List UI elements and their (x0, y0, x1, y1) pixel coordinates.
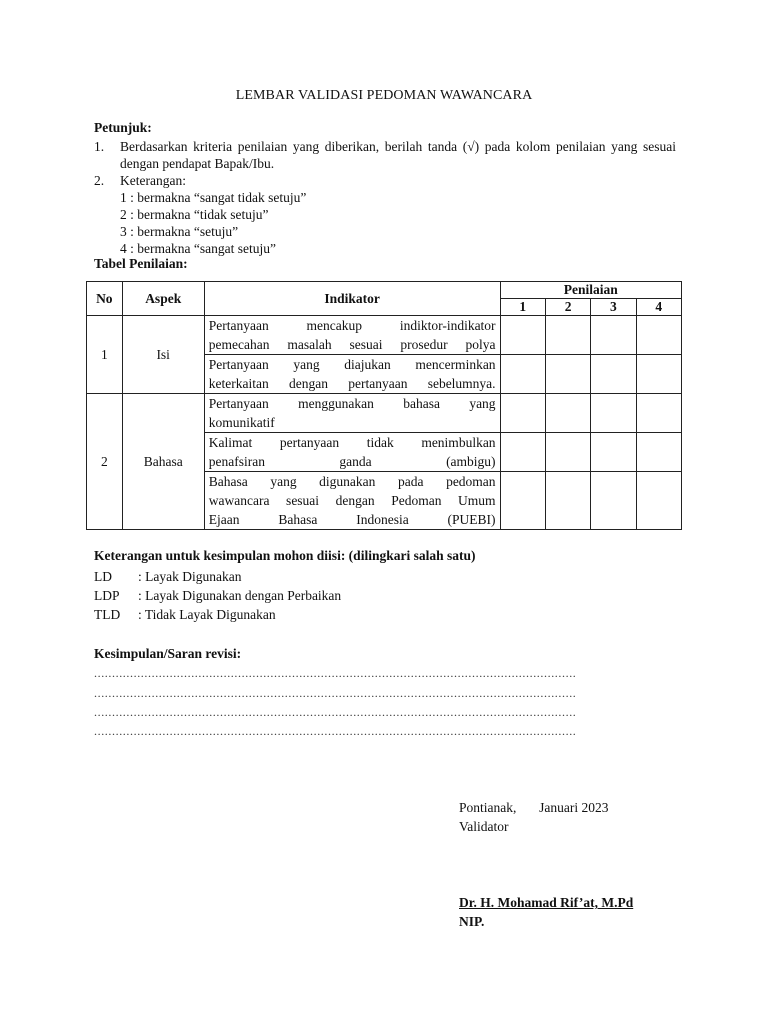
option-code: LD (94, 569, 112, 584)
indikator-line: wawancara sesuai dengan Pedoman Umum (208, 493, 496, 508)
score-cell-2[interactable] (545, 355, 590, 394)
score-cell-2[interactable] (545, 394, 590, 433)
sign-place-date (459, 798, 608, 817)
option-code: TLD (94, 607, 121, 622)
indikator-line: keterkaitan dengan pertanyaan sebelumnya. (208, 376, 496, 391)
scale-legend-3: 3 : bermakna “setuju” (120, 224, 239, 239)
sign-role: Validator (459, 819, 509, 834)
indikator-line: Pertanyaan yang diajukan mencerminkan (208, 357, 496, 372)
petunjuk-heading: Petunjuk: (94, 120, 152, 135)
score-cell-3[interactable] (591, 472, 636, 530)
score-cell-1[interactable] (500, 433, 545, 472)
option-desc: : Layak Digunakan dengan Perbaikan (138, 588, 342, 603)
indikator-line: pemecahan masalah sesuai prosedur polya (208, 337, 496, 352)
header-no: No (87, 282, 123, 316)
signer-name: Dr. H. Mohamad Rif’at, M.Pd (459, 895, 634, 910)
scale-legend-1: 1 : bermakna “sangat tidak setuju” (120, 190, 307, 205)
indikator-line: Ejaan Bahasa Indonesia (PUEBI) (208, 512, 496, 527)
instruction-text: Berdasarkan kriteria penilaian yang diberikan, berilah tanda (√) pada kolom penilaian yang sesuai dengan pendapat Bapak/Ibu. (120, 139, 676, 171)
indikator-line: Pertanyaan mencakup indiktor-indikator (208, 318, 496, 333)
instruction-text: Keterangan: (120, 173, 186, 188)
saran-heading: Kesimpulan/Saran revisi: (94, 646, 242, 661)
option-desc: : Layak Digunakan (138, 569, 242, 584)
indikator-cell (204, 316, 500, 355)
score-cell-3[interactable] (591, 394, 636, 433)
option-desc: : Tidak Layak Digunakan (138, 607, 276, 622)
header-score-3: 3 (591, 299, 636, 316)
header-score-1: 1 (500, 299, 545, 316)
row-aspek: Isi (122, 316, 204, 394)
score-cell-4[interactable] (636, 316, 681, 355)
saran-line-3[interactable]: ...................................................................................................................................... (94, 705, 577, 719)
instruction-number: 2. (94, 173, 105, 188)
indikator-line: komunikatif (208, 415, 275, 430)
indikator-line: penafsiran ganda (ambigu) (208, 454, 496, 469)
document-title: LEMBAR VALIDASI PEDOMAN WAWANCARA (235, 88, 533, 103)
header-score-2: 2 (545, 299, 590, 316)
score-cell-1[interactable] (500, 394, 545, 433)
row-number: 2 (87, 394, 123, 530)
scale-legend-4: 4 : bermakna “sangat setuju” (120, 241, 276, 256)
score-cell-3[interactable] (591, 433, 636, 472)
score-cell-2[interactable] (545, 316, 590, 355)
kesimpulan-heading: Keterangan untuk kesimpulan mohon diisi: (dilingkari salah satu) (94, 548, 476, 563)
score-cell-4[interactable] (636, 394, 681, 433)
score-cell-4[interactable] (636, 433, 681, 472)
indikator-cell (204, 394, 500, 433)
score-cell-1[interactable] (500, 355, 545, 394)
kesimpulan-option-ldp[interactable] (94, 586, 341, 606)
header-aspek: Aspek (122, 282, 204, 316)
indikator-line: Bahasa yang digunakan pada pedoman (208, 474, 496, 489)
option-code: LDP (94, 588, 120, 603)
score-cell-4[interactable] (636, 472, 681, 530)
indikator-cell (204, 433, 500, 472)
indikator-cell (204, 472, 500, 530)
kesimpulan-option-ld[interactable] (94, 567, 241, 587)
instruction-number: 1. (94, 139, 105, 154)
score-cell-3[interactable] (591, 316, 636, 355)
tabel-heading: Tabel Penilaian: (94, 256, 188, 271)
table-row (87, 316, 682, 355)
score-cell-1[interactable] (500, 316, 545, 355)
saran-line-1[interactable]: ...................................................................................................................................... (94, 666, 577, 680)
header-score-4: 4 (636, 299, 681, 316)
kesimpulan-option-tld[interactable] (94, 605, 276, 625)
score-cell-3[interactable] (591, 355, 636, 394)
indikator-line: Kalimat pertanyaan tidak menimbulkan (208, 435, 496, 450)
sign-place: Pontianak, (459, 800, 517, 815)
row-number: 1 (87, 316, 123, 394)
table-row (87, 394, 682, 433)
signer-nip: NIP. (459, 914, 485, 929)
saran-line-2[interactable]: ...................................................................................................................................... (94, 686, 577, 700)
score-cell-1[interactable] (500, 472, 545, 530)
indikator-cell (204, 355, 500, 394)
assessment-table (86, 281, 682, 530)
score-cell-4[interactable] (636, 355, 681, 394)
scale-legend-2: 2 : bermakna “tidak setuju” (120, 207, 269, 222)
score-cell-2[interactable] (545, 472, 590, 530)
sign-date: Januari 2023 (539, 800, 609, 815)
header-indikator: Indikator (204, 282, 500, 316)
indikator-line: Pertanyaan menggunakan bahasa yang (208, 396, 496, 411)
header-penilaian: Penilaian (500, 282, 681, 299)
score-cell-2[interactable] (545, 433, 590, 472)
saran-line-4[interactable]: ...................................................................................................................................... (94, 724, 577, 738)
row-aspek: Bahasa (122, 394, 204, 530)
